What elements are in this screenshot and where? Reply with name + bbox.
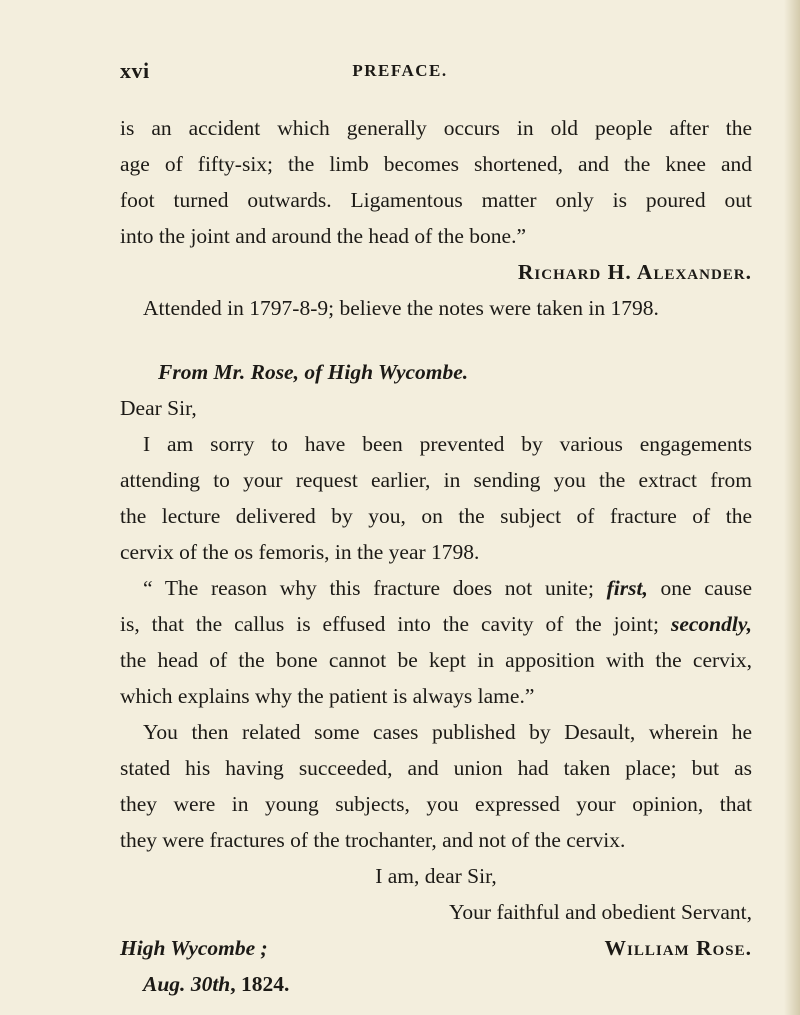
emphasis-secondly: secondly, bbox=[670, 612, 752, 636]
date-year: , 1824. bbox=[230, 972, 290, 996]
text-line: cervix of the os femoris, in the year 1798. bbox=[120, 540, 480, 564]
letter-date bbox=[120, 966, 752, 1002]
text-line: foot turned outwards. Ligamentous matter only is poured out bbox=[120, 188, 752, 212]
signature-row bbox=[120, 930, 752, 966]
signature-alexander: Richard H. Alexander. bbox=[517, 260, 752, 284]
page-edge-shadow bbox=[784, 0, 800, 1015]
date-month: Aug. bbox=[143, 972, 191, 996]
text-line: into the joint and around the head of the bone.” bbox=[120, 224, 526, 248]
quote-line: which explains why the patient is always lame.” bbox=[120, 684, 535, 708]
text-line: they were fractures of the trochanter, and not of the cervix. bbox=[120, 828, 626, 852]
text-line: the lecture delivered by you, on the subject of fracture of the bbox=[120, 504, 752, 528]
closing-line: I am, dear Sir, bbox=[375, 864, 497, 888]
attended-note: Attended in 1797-8-9; believe the notes were taken in 1798. bbox=[143, 296, 659, 320]
emphasis-first: first, bbox=[606, 576, 648, 600]
quote-line: the head of the bone cannot be kept in apposition with the cervix, bbox=[120, 648, 752, 672]
quote-text: is, that the callus is effused into the cavity of the joint; bbox=[120, 612, 671, 636]
quote-line bbox=[120, 570, 752, 606]
quote-text: “ The reason why this fracture does not unite; bbox=[143, 576, 607, 600]
quote-text: one cause bbox=[647, 576, 752, 600]
text-line: is an accident which generally occurs in old people after the bbox=[120, 116, 752, 140]
text-line: I am sorry to have been prevented by various engagements bbox=[143, 432, 752, 456]
page-number: xvi bbox=[120, 58, 150, 83]
letter-heading: From Mr. Rose, of High Wycombe. bbox=[158, 360, 469, 384]
quote-line bbox=[120, 606, 752, 642]
page-body bbox=[120, 110, 752, 1002]
date-day: 30th bbox=[190, 972, 231, 996]
text-line: attending to your request earlier, in sending you the extract from bbox=[120, 468, 752, 492]
place-name: High Wycombe ; bbox=[120, 936, 268, 960]
spacer bbox=[120, 326, 752, 354]
page-header bbox=[0, 58, 800, 88]
text-line: they were in young subjects, you expressed your opinion, that bbox=[120, 792, 752, 816]
salutation: Dear Sir, bbox=[120, 396, 197, 420]
closing-line: Your faithful and obedient Servant, bbox=[449, 900, 752, 924]
text-line: You then related some cases published by Desault, wherein he bbox=[143, 720, 752, 744]
text-line: stated his having succeeded, and union had taken place; but as bbox=[120, 756, 752, 780]
text-line: age of fifty-six; the limb becomes shortened, and the knee and bbox=[120, 152, 752, 176]
signature-rose: William Rose. bbox=[604, 936, 752, 960]
running-title: PREFACE. bbox=[352, 61, 448, 80]
